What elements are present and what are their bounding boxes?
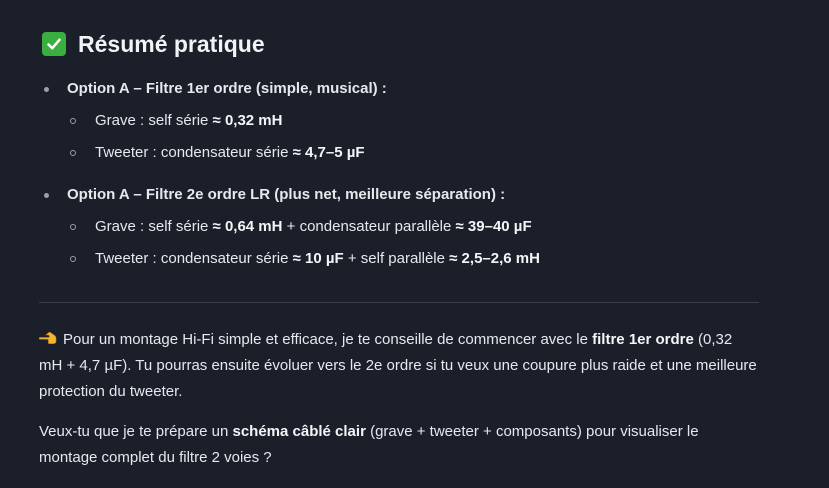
option-sublist <box>67 211 759 275</box>
section-heading <box>39 28 759 60</box>
section-heading-text: Résumé pratique <box>78 30 265 57</box>
option-item <box>39 73 759 169</box>
pointing-hand-icon <box>39 328 57 342</box>
recommendation-paragraph: Pour un montage Hi-Fi simple et efficace, je te conseille de commencer avec le filtre 1er ordre (0,32 mH + 4,7 µF). Tu pourras ensuite évoluer vers le 2e ordre si tu veux une coupure plus raide et une meilleure protection du tweeter. <box>39 327 759 405</box>
option-sublist <box>67 105 759 169</box>
check-mark-icon <box>42 32 66 56</box>
question-paragraph: Veux-tu que je te prépare un schéma câblé clair (grave + tweeter + composants) pour visualiser le montage complet du filtre 2 voies ? <box>39 423 699 466</box>
sub-list-item: Grave : self série ≈ 0,64 mH + condensateur parallèle ≈ 39–40 µF <box>67 211 759 243</box>
divider <box>39 302 759 303</box>
sub-list-item: Grave : self série ≈ 0,32 mH <box>67 105 759 137</box>
option-title: Option A – Filtre 2e ordre LR (plus net, meilleure séparation) : <box>67 179 759 211</box>
option-item <box>39 179 759 275</box>
message-content <box>39 28 759 471</box>
option-title: Option A – Filtre 1er ordre (simple, musical) : <box>67 73 759 105</box>
sub-list-item: Tweeter : condensateur série ≈ 10 µF + self parallèle ≈ 2,5–2,6 mH <box>67 243 759 275</box>
options-list <box>39 73 759 275</box>
sub-list-item: Tweeter : condensateur série ≈ 4,7–5 µF <box>67 137 759 169</box>
